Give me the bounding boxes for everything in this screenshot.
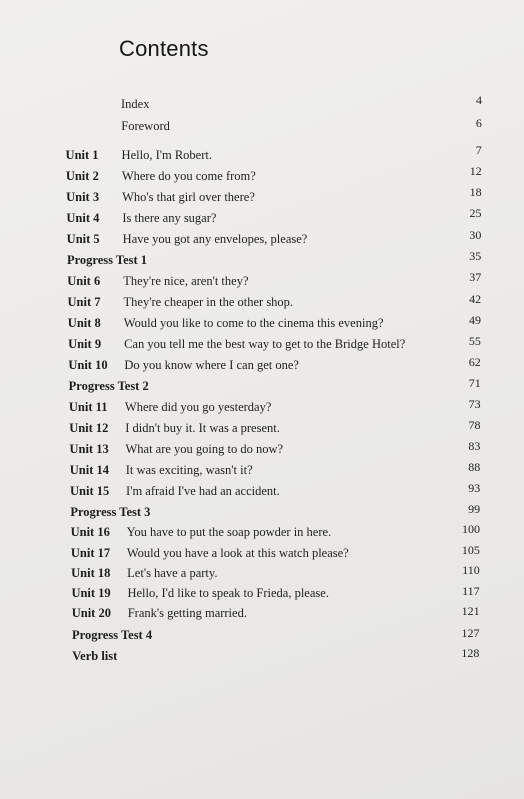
toc-page-number: 105: [461, 543, 480, 557]
page-title: Contents: [119, 36, 209, 61]
toc-entry-title: They're cheaper in the other shop.: [123, 295, 294, 309]
toc-unit-label: Unit 9: [68, 337, 102, 351]
toc-page-number: 49: [469, 313, 481, 327]
toc-unit-label: Unit 17: [70, 546, 111, 560]
toc-entry-title: Hello, I'm Robert.: [121, 148, 212, 162]
toc-entry-title: Do you know where I can get one?: [124, 358, 299, 372]
toc-unit-label: Progress Test 3: [70, 505, 151, 519]
toc-page-number: 110: [462, 563, 480, 577]
toc-entry-title: Hello, I'd like to speak to Frieda, please.: [127, 586, 329, 600]
toc-entry-title: What are you going to do now?: [125, 442, 284, 456]
toc-page-number: 42: [469, 292, 482, 306]
toc-unit-label: Unit 2: [65, 169, 99, 183]
toc-entry-title: Would you like to come to the cinema this evening?: [123, 316, 384, 330]
toc-page-number: 93: [468, 481, 481, 495]
toc-page-number: 117: [462, 584, 480, 598]
toc-unit-label: Unit 5: [66, 232, 100, 246]
toc-unit-label: Unit 11: [68, 400, 108, 414]
toc-unit-label: Progress Test 4: [72, 628, 153, 642]
toc-page-number: 128: [461, 646, 480, 660]
toc-entry-title: Frank's getting married.: [127, 606, 247, 620]
toc-unit-label: Unit 14: [69, 463, 109, 477]
toc-entry-title: Would you have a look at this watch please?: [126, 546, 349, 560]
toc-entry-title: I didn't buy it. It was a present.: [125, 421, 280, 435]
toc-unit-label: Unit 8: [67, 316, 101, 330]
toc-entry-title: You have to put the soap powder in here.: [126, 525, 332, 539]
toc-unit-label: Verb list: [72, 649, 118, 663]
toc-entry-title: It was exciting, wasn't it?: [125, 463, 253, 477]
toc-unit-label: Unit 4: [66, 211, 100, 225]
toc-page-number: 35: [469, 249, 482, 263]
toc-unit-label: Progress Test 2: [68, 379, 149, 393]
toc-page-number: 71: [468, 376, 481, 390]
toc-page-number: 99: [468, 502, 481, 516]
toc-page-number: 4: [476, 93, 482, 107]
toc-entry-title: Where did you go yesterday?: [124, 400, 272, 414]
toc-entry-title: Index: [121, 97, 150, 111]
toc-page-number: 6: [475, 116, 482, 130]
toc-entry-title: Foreword: [121, 119, 170, 133]
toc-unit-label: Unit 13: [69, 442, 109, 456]
toc-page-number: 37: [469, 270, 482, 284]
toc-page-number: 18: [469, 185, 482, 199]
toc-page-number: 12: [469, 164, 482, 178]
toc-unit-label: Unit 1: [65, 148, 99, 162]
toc-page-number: 127: [461, 626, 480, 640]
toc-entry-title: Can you tell me the best way to get to the Bridge Hotel?: [124, 337, 406, 351]
toc-entry-title: I'm afraid I've had an accident.: [126, 484, 280, 498]
toc-entry-title: Is there any sugar?: [122, 211, 217, 225]
toc-page-number: 88: [468, 460, 481, 474]
toc-page-number: 78: [468, 418, 481, 432]
toc-unit-label: Unit 12: [69, 421, 109, 435]
toc-entry-title: They're nice, aren't they?: [123, 274, 249, 288]
toc-unit-label: Unit 7: [67, 295, 101, 309]
toc-unit-label: Unit 18: [71, 566, 111, 580]
toc-page-number: 7: [475, 143, 482, 157]
toc-page-number: 100: [462, 522, 480, 536]
toc-page-number: 73: [468, 397, 481, 411]
toc-entry-title: Let's have a party.: [127, 566, 218, 580]
toc-entry-title: Who's that girl over there?: [122, 190, 255, 204]
toc-unit-label: Progress Test 1: [66, 253, 148, 267]
toc-unit-label: Unit 19: [71, 586, 111, 600]
toc-entry-title: Where do you come from?: [121, 169, 256, 183]
toc-page-number: 30: [469, 228, 482, 242]
toc-page-number: 25: [469, 206, 482, 220]
toc-unit-label: Unit 6: [67, 274, 101, 288]
toc-unit-label: Unit 15: [70, 484, 110, 498]
toc-unit-label: Unit 3: [66, 190, 100, 204]
toc-entry-title: Have you got any envelopes, please?: [122, 232, 308, 246]
toc-page-number: 55: [468, 334, 481, 348]
toc-page-number: 62: [468, 355, 481, 369]
toc-page-number: 121: [461, 604, 480, 618]
toc-unit-label: Unit 20: [71, 606, 111, 620]
toc-unit-label: Unit 16: [70, 525, 110, 539]
toc-page-number: 83: [468, 439, 481, 453]
toc-unit-label: Unit 10: [68, 358, 108, 372]
